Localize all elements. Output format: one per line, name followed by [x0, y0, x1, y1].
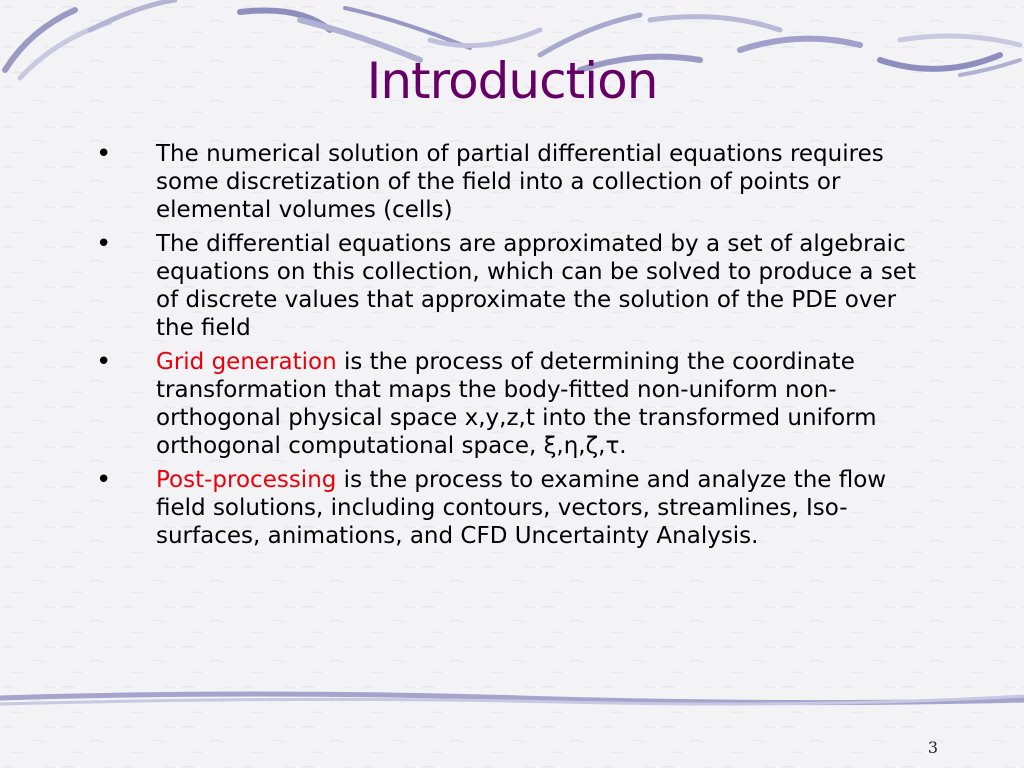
bullet-list — [96, 140, 916, 556]
bullet-text: is the process of determining the coordinate transformation that maps the body-fitted non-uniform non-orthogonal physical space x,y,z,t into the transformed uniform orthogonal computational space, ξ,η,ζ,τ. — [156, 349, 877, 459]
bullet-item — [96, 230, 916, 342]
bullet-icon: • — [96, 139, 112, 169]
bullet-item — [96, 348, 916, 460]
bullet-text: The numerical solution of partial differential equations requires some discretization of the field into a collection of points or elemental volumes (cells) — [156, 141, 884, 223]
bottom-swoosh-decoration — [0, 680, 1024, 720]
bullet-icon: • — [96, 229, 112, 259]
page-number: 3 — [927, 738, 938, 757]
bullet-highlight-term: Post-processing — [156, 467, 337, 493]
bullet-item — [96, 466, 916, 550]
bullet-text: The differential equations are approximated by a set of algebraic equations on this collection, which can be solved to produce a set of discrete values that approximate the solution of the PDE over the field — [156, 231, 916, 341]
bullet-highlight-term: Grid generation — [156, 349, 337, 375]
bullet-icon: • — [96, 347, 112, 377]
slide-title: Introduction — [366, 52, 658, 110]
bullet-icon: • — [96, 465, 112, 495]
bullet-item — [96, 140, 916, 224]
bullet-text: is the process to examine and analyze the flow field solutions, including contours, vectors, streamlines, Iso-surfaces, animations, and CFD Uncertainty Analysis. — [156, 467, 887, 549]
